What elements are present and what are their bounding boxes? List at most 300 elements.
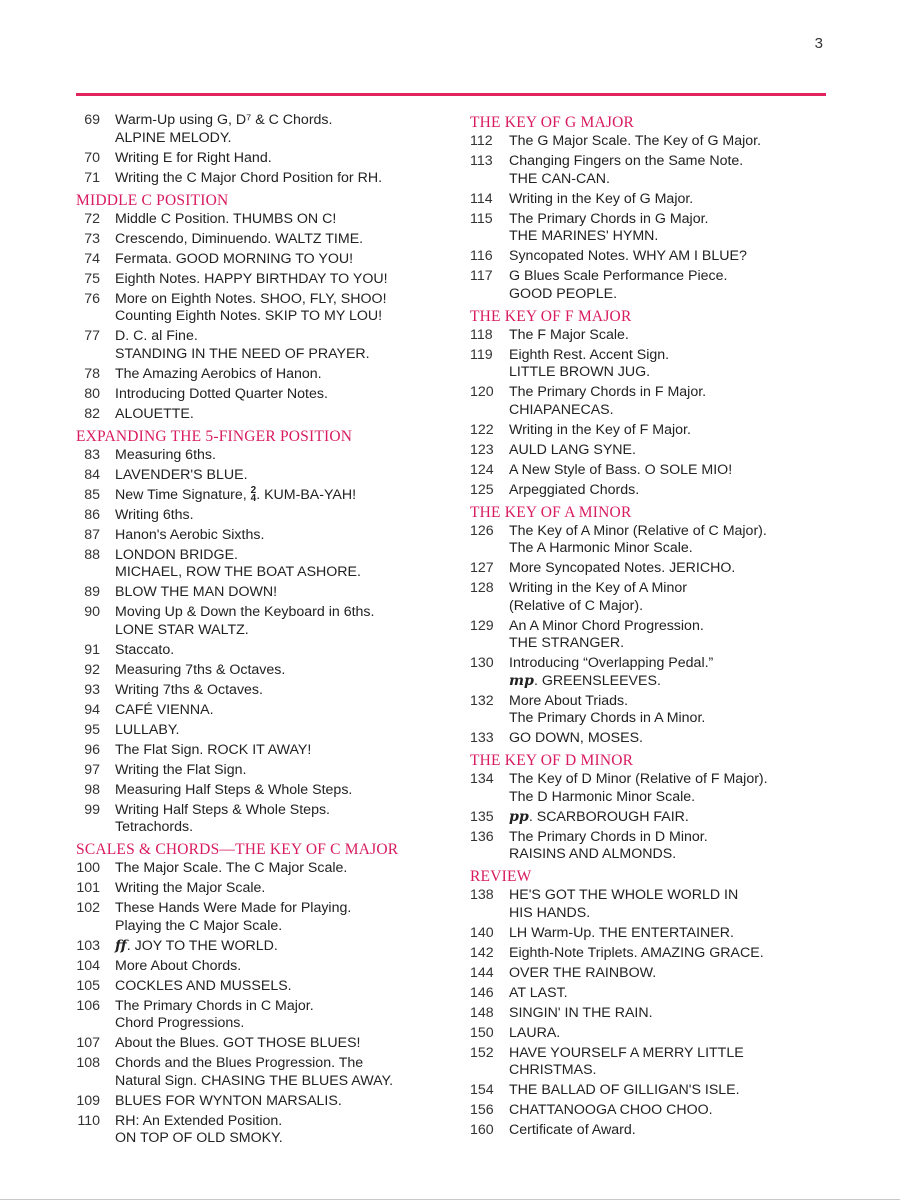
entry-title — [509, 211, 708, 246]
entry-text: COCKLES AND MUSSELS. — [115, 977, 292, 994]
entry-title — [509, 887, 738, 922]
entry-text: Writing 6ths. — [115, 506, 194, 523]
toc-entry — [76, 1035, 446, 1053]
entry-title — [509, 730, 643, 748]
page-ref: 129 — [470, 617, 494, 634]
page-ref: 74 — [84, 250, 100, 267]
toc-entry — [470, 730, 850, 748]
header-rule — [76, 93, 826, 96]
toc-entry — [470, 1045, 850, 1080]
entry-title — [509, 945, 764, 963]
toc-entry — [76, 170, 446, 188]
entry-title — [509, 384, 706, 419]
section-heading: THE KEY OF A MINOR — [470, 503, 632, 521]
entry-title — [115, 642, 174, 660]
time-signature-digit: 4 — [250, 492, 257, 504]
entry-text: D. C. al Fine. STANDING IN THE NEED OF PRAYER. — [115, 328, 370, 362]
page-ref: 110 — [77, 1112, 100, 1129]
section-heading: THE KEY OF G MAJOR — [470, 114, 635, 131]
page-ref: 138 — [470, 887, 494, 903]
toc-entry — [76, 1113, 446, 1148]
entry-title — [115, 978, 292, 996]
page-ref: 122 — [470, 421, 494, 438]
entry-text: HE'S GOT THE WHOLE WORLD IN HIS HANDS. — [509, 887, 739, 921]
toc-entry — [470, 829, 850, 864]
toc-entry — [470, 560, 850, 578]
toc-entry — [470, 482, 850, 500]
section-heading: THE KEY OF D MINOR — [470, 752, 634, 769]
toc-entry — [76, 802, 446, 837]
entry-text: OVER THE RAINBOW. — [509, 964, 657, 981]
entry-title — [115, 447, 216, 465]
page-ref: 126 — [470, 522, 494, 539]
page-ref: 150 — [470, 1024, 494, 1041]
entry-title — [509, 965, 656, 983]
entry-title — [115, 860, 347, 878]
entry-title — [115, 604, 374, 639]
page-ref: 84 — [84, 466, 100, 483]
page-ref: 135 — [470, 808, 494, 825]
page-ref: 119 — [470, 346, 493, 363]
toc-entry — [76, 231, 446, 249]
entry-title — [115, 547, 361, 582]
entry-text: BLUES FOR WYNTON MARSALIS. — [115, 1092, 342, 1109]
page-ref: 92 — [84, 661, 100, 678]
toc-entry — [470, 655, 850, 690]
entry-text: Introducing Dotted Quarter Notes. — [115, 385, 328, 402]
section-heading: SCALES & CHORDS—THE KEY OF C MAJOR — [76, 841, 399, 858]
toc-entry — [76, 467, 446, 485]
page-ref: 109 — [76, 1092, 100, 1109]
entry-title — [115, 484, 357, 505]
entry-title — [509, 985, 568, 1003]
entry-title — [509, 1005, 653, 1023]
entry-text: CHATTANOOGA CHOO CHOO. — [509, 1102, 713, 1118]
entry-title — [115, 251, 353, 269]
toc-entry — [76, 722, 446, 740]
entry-text: AULD LANG SYNE. — [509, 441, 636, 458]
entry-title — [115, 366, 322, 384]
toc-entry — [470, 771, 850, 806]
toc-entry — [76, 702, 446, 720]
page-ref: 78 — [84, 365, 100, 382]
toc-entry — [76, 251, 446, 269]
entry-text: The G Major Scale. The Key of G Major. — [509, 133, 762, 149]
page-ref: 69 — [84, 112, 100, 128]
entry-title — [115, 386, 328, 404]
entry-text: Writing Half Steps & Whole Steps. Tetrachords. — [115, 801, 331, 835]
entry-text: Staccato. — [115, 641, 175, 658]
entry-text: The Amazing Aerobics of Hanon. — [115, 365, 322, 382]
page-ref: 152 — [470, 1044, 494, 1061]
page-ref: 72 — [84, 210, 100, 227]
entry-text: Changing Fingers on the Same Note. THE CAN-CAN. — [509, 153, 744, 187]
page-ref: 99 — [84, 801, 100, 818]
entry-title — [115, 271, 388, 289]
page-ref: 100 — [76, 860, 100, 876]
entry-title — [115, 507, 194, 525]
toc-entry — [470, 1082, 850, 1100]
page-number: 3 — [814, 35, 823, 52]
page-ref: 80 — [84, 385, 100, 402]
toc-entry — [76, 662, 446, 680]
entry-title — [509, 153, 743, 188]
toc-entry — [470, 809, 850, 827]
entry-text: LULLABY. — [115, 721, 180, 738]
entry-title — [509, 347, 669, 382]
entry-text: The Key of A Minor (Relative of C Major). The A Harmonic Minor Scale. — [509, 522, 767, 556]
toc-entry — [470, 925, 850, 943]
entry-title — [509, 1045, 744, 1080]
page-ref: 86 — [84, 506, 100, 523]
toc-entry — [76, 900, 446, 935]
page-ref: 117 — [470, 268, 493, 284]
entry-text: SINGIN' IN THE RAIN. — [509, 1004, 653, 1021]
entry-text: Middle C Position. THUMBS ON C! — [115, 210, 337, 227]
page-ref: 103 — [76, 937, 100, 954]
entry-text-after: . KUM-BA-YAH! — [256, 486, 357, 503]
entry-text: LH Warm-Up. THE ENTERTAINER. — [509, 924, 734, 941]
entry-text: The Primary Chords in G Major. THE MARINES' HYMN. — [509, 210, 709, 244]
entry-text: G Blues Scale Performance Piece. GOOD PEOPLE. — [509, 268, 728, 302]
page-ref: 73 — [84, 230, 100, 247]
page-ref: 90 — [84, 604, 100, 620]
entry-text: . JOY TO THE WORLD. — [126, 937, 278, 954]
page-ref: 116 — [470, 248, 493, 264]
page-ref: 130 — [470, 655, 494, 671]
entry-title — [509, 1025, 560, 1043]
toc-entry — [470, 1122, 850, 1140]
entry-text-line2: . GREENSLEEVES. — [533, 672, 661, 689]
entry-title — [115, 170, 382, 188]
toc-entry — [76, 527, 446, 545]
page-ref: 89 — [84, 584, 100, 600]
page-ref: 101 — [76, 880, 100, 896]
page-ref: 142 — [470, 944, 494, 961]
toc-entry — [76, 782, 446, 800]
entry-title — [115, 782, 352, 800]
page-ref: 136 — [470, 828, 494, 845]
entry-text: Writing the C Major Chord Position for RH. — [115, 169, 383, 186]
toc-entry — [76, 642, 446, 660]
entry-text: The Primary Chords in C Major. Chord Progressions. — [115, 997, 314, 1031]
entry-title — [115, 762, 246, 780]
page-ref: 134 — [470, 771, 494, 787]
entry-title — [509, 248, 747, 266]
entry-title — [509, 133, 761, 151]
page-ref: 133 — [470, 730, 494, 746]
entry-title — [115, 291, 387, 326]
toc-entry — [76, 328, 446, 363]
section-heading: EXPANDING THE 5-FINGER POSITION — [76, 427, 353, 445]
page-ref: 112 — [470, 133, 493, 149]
entry-text: LONDON BRIDGE. MICHAEL, ROW THE BOAT ASHORE. — [115, 546, 361, 580]
page-ref: 127 — [470, 560, 494, 576]
toc-entry — [76, 547, 446, 582]
toc-entry — [76, 211, 446, 229]
page-ref: 140 — [470, 924, 494, 941]
entry-text: Warm-Up using G, D⁷ & C Chords. ALPINE MELODY. — [115, 112, 333, 146]
entry-text: Writing E for Right Hand. — [115, 149, 272, 166]
entry-text: GO DOWN, MOSES. — [509, 730, 643, 746]
entry-title — [509, 829, 708, 864]
toc-entry — [470, 268, 850, 303]
toc-entry — [76, 880, 446, 898]
toc-entry — [470, 384, 850, 419]
entry-title — [509, 1122, 636, 1140]
entry-text: Certificate of Award. — [509, 1122, 636, 1138]
entry-text: The Primary Chords in F Major. CHIAPANECAS. — [509, 384, 707, 418]
entry-title — [115, 938, 278, 956]
entry-text: These Hands Were Made for Playing. Playing the C Major Scale. — [115, 900, 352, 934]
entry-title — [115, 211, 336, 229]
entry-title — [509, 1082, 740, 1100]
toc-entry — [470, 248, 850, 266]
entry-text: Moving Up & Down the Keyboard in 6ths. LONE STAR WALTZ. — [115, 604, 375, 638]
toc-entry — [76, 484, 446, 505]
entry-text: Writing in the Key of G Major. — [509, 190, 694, 207]
toc-entry — [470, 1025, 850, 1043]
page-ref: 91 — [84, 641, 100, 658]
entry-text: Fermata. GOOD MORNING TO YOU! — [115, 250, 354, 267]
entry-title — [115, 150, 272, 168]
entry-title — [509, 809, 689, 827]
page-ref: 82 — [84, 405, 100, 422]
page-ref: 113 — [470, 153, 493, 169]
dynamic-marking: pp — [509, 808, 529, 825]
toc-entry — [76, 742, 446, 760]
entry-title — [509, 523, 767, 558]
entry-title — [115, 998, 314, 1033]
page-ref: 132 — [470, 692, 494, 709]
page-ref: 77 — [84, 328, 100, 344]
entry-title — [115, 1035, 361, 1053]
entry-text: The F Major Scale. — [509, 326, 629, 343]
page-ref: 125 — [470, 481, 494, 498]
entry-title — [509, 422, 691, 440]
page-ref: 118 — [470, 326, 493, 343]
page-ref: 106 — [76, 997, 100, 1014]
entry-text: THE BALLAD OF GILLIGAN'S ISLE. — [509, 1082, 740, 1098]
entry-text: Writing in the Key of A Minor (Relative of C Major). — [509, 580, 687, 614]
toc-entry — [76, 938, 446, 956]
entry-text: An A Minor Chord Progression. THE STRANGER. — [509, 617, 704, 651]
page-ref: 95 — [84, 721, 100, 738]
page-ref: 154 — [470, 1082, 494, 1098]
toc-entry — [76, 112, 446, 147]
entry-text: BLOW THE MAN DOWN! — [115, 584, 278, 600]
toc-entry — [470, 945, 850, 963]
toc-entry — [76, 978, 446, 996]
entry-title — [115, 722, 179, 740]
page-ref: 76 — [84, 290, 100, 307]
entry-text: . SCARBOROUGH FAIR. — [528, 808, 689, 825]
entry-title — [115, 742, 311, 760]
section-heading: MIDDLE C POSITION — [76, 191, 229, 209]
toc-entry — [470, 133, 850, 151]
entry-text: New Time Signature, — [115, 486, 247, 503]
page-ref: 124 — [470, 461, 494, 478]
toc-entry — [470, 580, 850, 615]
entry-text: HAVE YOURSELF A MERRY LITTLE CHRISTMAS. — [509, 1044, 744, 1078]
entry-title — [115, 584, 277, 602]
entry-title — [509, 1102, 713, 1120]
entry-text: Crescendo, Diminuendo. WALTZ TIME. — [115, 230, 364, 247]
page-ref: 70 — [84, 149, 100, 166]
entry-title — [115, 1113, 283, 1148]
entry-title — [115, 1093, 342, 1111]
toc-entry — [76, 386, 446, 404]
entry-text: AT LAST. — [509, 984, 568, 1001]
entry-text: ALOUETTE. — [115, 405, 194, 422]
entry-title — [509, 693, 705, 728]
toc-entry — [76, 998, 446, 1033]
entry-text: Eighth-Note Triplets. AMAZING GRACE. — [509, 944, 764, 961]
entry-title — [115, 880, 265, 898]
entry-title — [115, 527, 264, 545]
toc-entry — [76, 1055, 446, 1090]
page-ref: 102 — [76, 900, 100, 916]
entry-title — [509, 925, 734, 943]
entry-title — [509, 268, 727, 303]
page-ref: 115 — [470, 210, 493, 227]
entry-text: RH: An Extended Position. ON TOP OF OLD SMOKY. — [115, 1112, 283, 1146]
entry-title — [509, 327, 629, 345]
entry-text: More About Chords. — [115, 957, 242, 974]
entry-title — [509, 580, 687, 615]
entry-title — [509, 560, 735, 578]
entry-text: Arpeggiated Chords. — [509, 481, 640, 498]
entry-text: Writing in the Key of F Major. — [509, 421, 691, 438]
toc-entry — [76, 291, 446, 326]
entry-text: More About Triads. The Primary Chords in A Minor. — [509, 692, 706, 726]
page-ref: 107 — [76, 1035, 100, 1051]
page-ref: 96 — [84, 741, 100, 758]
page-ref: 93 — [84, 681, 100, 698]
entry-title — [115, 1055, 393, 1090]
entry-title — [115, 802, 330, 837]
entry-title — [509, 462, 732, 480]
toc-entry — [470, 523, 850, 558]
entry-text: The Flat Sign. ROCK IT AWAY! — [115, 741, 312, 758]
page-ref: 83 — [84, 446, 100, 463]
entry-title — [115, 112, 332, 147]
entry-title — [115, 231, 363, 249]
toc-entry — [76, 271, 446, 289]
entry-title — [115, 406, 194, 424]
entry-title — [115, 328, 370, 363]
entry-title — [115, 682, 263, 700]
entry-text: Chords and the Blues Progression. The Natural Sign. CHASING THE BLUES AWAY. — [115, 1055, 394, 1089]
page-ref: 160 — [470, 1122, 494, 1138]
entry-text: More on Eighth Notes. SHOO, FLY, SHOO! Counting Eighth Notes. SKIP TO MY LOU! — [115, 290, 387, 324]
entry-text: The Key of D Minor (Relative of F Major). The D Harmonic Minor Scale. — [509, 771, 768, 805]
toc-entry — [76, 1093, 446, 1111]
section-heading: THE KEY OF F MAJOR — [470, 307, 632, 325]
dynamic-marking: mp — [509, 672, 534, 689]
page-ref: 114 — [470, 190, 493, 207]
toc-entry — [470, 442, 850, 460]
entry-title — [509, 655, 713, 690]
toc-entry — [470, 211, 850, 246]
toc-entry — [470, 1102, 850, 1120]
page-ref: 123 — [470, 441, 494, 458]
page-ref: 85 — [84, 486, 100, 503]
toc-entry — [470, 327, 850, 345]
entry-title — [115, 702, 214, 720]
page-ref: 97 — [84, 761, 100, 778]
entry-text: LAURA. — [509, 1024, 561, 1041]
toc-column-right — [470, 112, 850, 1142]
entry-text: Measuring 7ths & Octaves. — [115, 661, 286, 678]
toc-entry — [76, 507, 446, 525]
toc-entry — [76, 958, 446, 976]
page-ref: 148 — [470, 1004, 494, 1021]
entry-title — [115, 958, 241, 976]
page-ref: 88 — [84, 546, 100, 563]
page-ref: 120 — [470, 384, 494, 400]
toc-entry — [470, 1005, 850, 1023]
entry-text: CAFÉ VIENNA. — [115, 701, 214, 718]
toc-entry — [76, 604, 446, 639]
entry-title — [509, 191, 693, 209]
dynamic-marking: ff — [115, 937, 127, 954]
entry-title — [115, 662, 285, 680]
page-ref: 128 — [470, 580, 494, 596]
entry-text: About the Blues. GOT THOSE BLUES! — [115, 1035, 361, 1051]
entry-text: Measuring 6ths. — [115, 446, 216, 463]
toc-entry — [470, 693, 850, 728]
page-ref: 105 — [76, 977, 100, 994]
toc-entry — [470, 347, 850, 382]
toc-entry — [470, 191, 850, 209]
entry-text: A New Style of Bass. O SOLE MIO! — [509, 461, 733, 478]
page-ref: 156 — [470, 1102, 494, 1118]
toc-entry — [76, 762, 446, 780]
entry-text: LAVENDER'S BLUE. — [115, 466, 248, 483]
toc-entry — [76, 584, 446, 602]
page-ref: 71 — [84, 169, 100, 186]
page-ref: 75 — [84, 270, 100, 287]
toc-entry — [76, 682, 446, 700]
entry-text: Hanon's Aerobic Sixths. — [115, 526, 265, 543]
toc-entry — [470, 887, 850, 922]
entry-text: Writing 7ths & Octaves. — [115, 681, 263, 698]
entry-text: Eighth Notes. HAPPY BIRTHDAY TO YOU! — [115, 270, 388, 287]
toc-entry — [470, 985, 850, 1003]
toc-entry — [76, 406, 446, 424]
page-ref: 108 — [76, 1055, 100, 1071]
page-ref: 87 — [84, 526, 100, 543]
entry-text: The Major Scale. The C Major Scale. — [115, 860, 348, 876]
toc-entry — [76, 150, 446, 168]
toc-entry — [470, 422, 850, 440]
toc-entry — [76, 860, 446, 878]
entry-text: The Primary Chords in D Minor. RAISINS AND ALMONDS. — [509, 828, 708, 862]
page-ref: 104 — [76, 957, 100, 974]
page-ref: 146 — [470, 984, 494, 1001]
toc-entry — [470, 618, 850, 653]
entry-title — [115, 467, 248, 485]
entry-text: Eighth Rest. Accent Sign. LITTLE BROWN JUG. — [509, 346, 670, 380]
entry-title — [509, 618, 704, 653]
page-ref: 94 — [84, 701, 100, 718]
entry-title — [115, 900, 351, 935]
entry-title — [509, 482, 639, 500]
entry-title — [509, 771, 768, 806]
entry-text: Syncopated Notes. WHY AM I BLUE? — [509, 248, 747, 264]
toc-entry — [470, 153, 850, 188]
